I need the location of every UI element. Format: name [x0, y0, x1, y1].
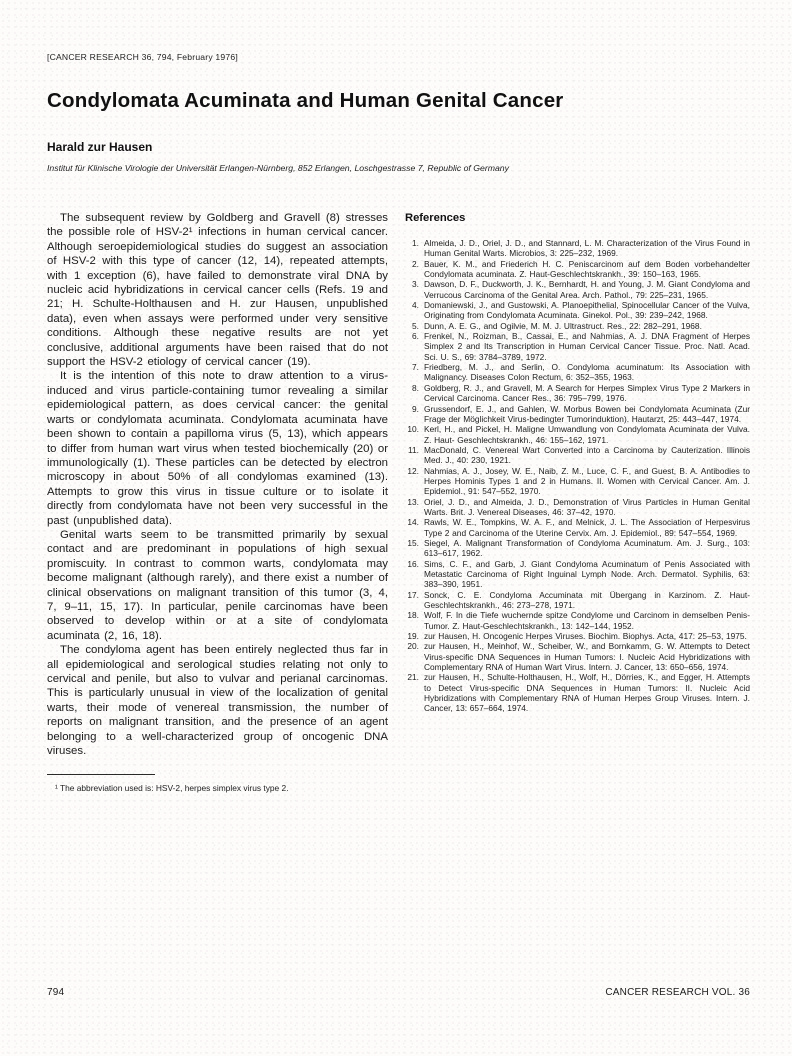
- page-number: 794: [47, 987, 65, 998]
- reference-text: Domaniewski, J., and Gustowski, A. Planoepithelial, Spinocellular Cancer of the Vulva, Originating from Condylomata Acuminata. Ginekol. Pol., 39: 239–242, 1968.: [424, 300, 750, 321]
- reference-number: 8.: [412, 382, 419, 393]
- reference-number: 1.: [412, 238, 419, 248]
- reference-text: zur Hausen, H., Schulte-Holthausen, H., Wolf, H., Dörries, K., and Egger, H. Attempts to Detect Virus-specific DNA Sequences in Human Tumors: II. Nucleic Acid Hybridizations with Complementary RNA of Human Herpes Group Viruses. Intern. J. Cancer, 13: 657–664, 1974.: [424, 672, 750, 714]
- reference-number: 17.: [407, 589, 419, 600]
- body-paragraph: The condyloma agent has been entirely neglected thus far in all epidemiological and serological studies relating not only to cervical and penile, but also to vulvar and perianal carcinomas. This is particularly unusual in view of the localization of genital warts, their mode of venereal transmission, the number of reports on malignant transition, and the presence of an agent belonging to a well-characterized group of oncogenic DNA viruses.: [47, 644, 388, 758]
- reference-item: [405, 259, 750, 280]
- journal-citation: [CANCER RESEARCH 36, 794, February 1976]: [47, 52, 238, 62]
- reference-number: 9.: [412, 403, 419, 414]
- article-title: Condylomata Acuminata and Human Genital Cancer: [47, 89, 564, 112]
- reference-text: Kerl, H., and Pickel, H. Maligne Umwandlung von Condylomata Acuminata der Vulva. Z. Haut- Geschlechtskrankh., 46: 155–162, 1971.: [424, 424, 750, 445]
- author-affiliation: Institut für Klinische Virologie der Universität Erlangen-Nürnberg, 852 Erlangen, Loschgestrasse 7, Republic of Germany: [47, 163, 509, 173]
- reference-item: [405, 559, 750, 590]
- reference-number: 6.: [412, 331, 419, 342]
- references-list: [405, 238, 750, 714]
- footnote-text: ¹ The abbreviation used is: HSV-2, herpes simplex virus type 2.: [55, 783, 289, 794]
- reference-number: 15.: [407, 537, 419, 548]
- reference-number: 21.: [407, 672, 419, 683]
- reference-item: [405, 238, 750, 259]
- reference-number: 4.: [412, 300, 419, 311]
- reference-item: [405, 517, 750, 538]
- reference-number: 12.: [407, 465, 419, 476]
- reference-number: 18.: [407, 610, 419, 621]
- reference-text: Goldberg, R. J., and Gravell, M. A Search for Herpes Simplex Virus Type 2 Markers in Cervical Carcinoma. Cancer Res., 36: 795–799, 1976.: [424, 382, 750, 404]
- reference-item: [405, 466, 750, 497]
- reference-item: [405, 321, 750, 331]
- reference-number: 13.: [407, 496, 419, 507]
- reference-number: 16.: [407, 558, 419, 569]
- reference-item: [405, 631, 750, 641]
- reference-item: [405, 497, 750, 518]
- references-column: [405, 211, 750, 794]
- reference-text: Wolf, F. In die Tiefe wuchernde spitze Condylome und Carcinom in demselben Penis-Tumor. Z. Haut-Geschlechtskrankh., 13: 142–144, 1952.: [424, 610, 750, 631]
- reference-text: Bauer, K. M., and Friederich H. C. Peniscarcinom auf dem Boden vorbehandelter Condylomata acuminata. Z. Haut-Geschlechtskrankh., 39: 150–163, 1965.: [424, 258, 750, 280]
- reference-number: 2.: [412, 258, 419, 269]
- reference-number: 5.: [412, 320, 419, 331]
- reference-text: Friedberg, M. J., and Serlin, O. Condyloma acuminatum: Its Association with Malignancy. Diseases Colon Rectum, 6: 352–355, 1963.: [424, 362, 750, 383]
- reference-text: Dawson, D. F., Duckworth, J. K., Bernhardt, H. and Young, J. M. Giant Condyloma and Verrucous Carcinoma of the Genital Area. Arch. Pathol., 79: 225–231, 1965.: [424, 279, 750, 300]
- body-text-column: [47, 211, 388, 794]
- reference-text: Oriel, J. D., and Almeida, J. D., Demonstration of Virus Particles in Human Genital Warts. Brit. J. Venereal Diseases, 46: 37–42, 1970.: [424, 496, 750, 517]
- reference-item: [405, 383, 750, 404]
- reference-number: 19.: [407, 631, 419, 642]
- reference-item: [405, 404, 750, 425]
- reference-item: [405, 424, 750, 445]
- reference-text: Nahmias, A. J., Josey, W. E., Naib, Z. M., Luce, C. F., and Guest, B. A. Antibodies to Herpes Hominis Types 1 and 2 in Humans. II. Women with Cervical Cancer. Am. J. Epidemiol., 91: 547–552, 1970.: [424, 465, 750, 497]
- reference-item: [405, 445, 750, 466]
- reference-number: 14.: [407, 517, 419, 528]
- reference-item: [405, 538, 750, 559]
- reference-text: Sonck, C. E. Condyloma Accuminata mit Übergang in Karzinom. Z. Haut-Geschlechtskrankh., 46: 273–278, 1971.: [424, 589, 750, 611]
- body-paragraph: It is the intention of this note to draw attention to a virus-induced and virus particle-containing tumor revealing a similar epidemiological pattern, as does cervical cancer: the genital warts or condylomata acuminata. Condylomata acuminata have been shown to contain a papilloma virus (5, 13), which appears to differ from human wart virus when tested biochemically (20) or immunologically (1). These particles can be detected by electron microscopy in about 50% of all condylomas examined (13). Attempts to grow this virus in tissue culture or to isolate it directly from condylomata have not been very successful in the past (unpublished data).: [47, 370, 388, 527]
- reference-text: Grussendorf, E. J., and Gahlen, W. Morbus Bowen bei Condylomata Acuminata (Zur Frage der Möglichkeit Virus-bedingter Tumorinduktion). Hautarzt, 25: 443–447, 1974.: [424, 403, 750, 424]
- reference-number: 11.: [408, 444, 419, 455]
- footnote-rule: [47, 774, 155, 775]
- reference-item: [405, 610, 750, 631]
- reference-item: [405, 641, 750, 672]
- page-footer: [47, 987, 750, 998]
- references-heading: References: [405, 212, 466, 224]
- two-column-layout: [47, 211, 750, 794]
- reference-item: [405, 279, 750, 300]
- reference-text: Siegel, A. Malignant Transformation of Condyloma Acuminatum. Am. J. Surg., 103: 613–617, 1962.: [424, 537, 750, 559]
- body-paragraphs: [47, 211, 388, 758]
- reference-text: Sims, C. F., and Garb, J. Giant Condyloma Acuminatum of Penis Associated with Metastatic Carcinoma of Right Inguinal Lymph Node. Arch. Dermatol. Syphilis, 63: 383–390, 1951.: [424, 558, 750, 590]
- reference-text: Frenkel, N., Roizman, B., Cassai, E., and Nahmias, A. J. DNA Fragment of Herpes Simplex 2 and Its Transcription in Human Cervical Cancer Tissue. Proc. Natl. Acad. Sci. U. S., 69: 3784–3789, 1972.: [424, 331, 750, 362]
- reference-item: [405, 672, 750, 713]
- reference-item: [405, 590, 750, 611]
- reference-text: zur Hausen, H. Oncogenic Herpes Viruses. Biochim. Biophys. Acta, 417: 25–53, 1975.: [424, 631, 747, 642]
- body-paragraph: The subsequent review by Goldberg and Gravell (8) stresses the possible role of HSV-2¹ infections in human cervical cancer. Although seroepidemiological studies do suggest an association of HSV-2 with this type of cancer (12, 14), repeated attempts, with 1 exception (6), have failed to demonstrate viral DNA by nucleic acid hybridizations in cervical cancer cells (Refs. 19 and 21; H. Schulte-Holthausen and H. zur Hausen, unpublished data), even when assays were performed under very sensitive conditions. Although these negative results are not yet conclusive, additional arguments have been raised that do not support the HSV-2 etiology of cervical cancer (19).: [47, 212, 388, 369]
- reference-text: Almeida, J. D., Oriel, J. D., and Stannard, L. M. Characterization of the Virus Found in Human Genital Warts. Microbios, 3: 225–232, 1969.: [424, 238, 750, 259]
- body-paragraph: Genital warts seem to be transmitted primarily by sexual contact and are predominant in populations of high sexual promiscuity. In contrast to common warts, condylomata may become malignant (although rarely), and there exist a number of clinical observations on malignant transition of this tumor (3, 4, 7, 9–11, 15, 17). In particular, penile carcinomas have been observed to develop within or at a site of condylomata acuminata (2, 16, 18).: [47, 528, 388, 642]
- journal-volume-label: CANCER RESEARCH VOL. 36: [605, 987, 750, 998]
- reference-text: Dunn, A. E. G., and Ogilvie, M. M. J. Ultrastruct. Res., 22: 282–291, 1968.: [424, 320, 702, 331]
- reference-number: 7.: [412, 362, 419, 373]
- reference-number: 10.: [407, 424, 419, 435]
- reference-text: MacDonald, C. Venereal Wart Converted into a Carcinoma by Cauterization. Illinois Med. J., 40: 230, 1921.: [424, 444, 750, 466]
- author-name: Harald zur Hausen: [47, 140, 153, 154]
- reference-text: zur Hausen, H., Meinhof, W., Scheiber, W., and Bornkamm, G. W. Attempts to Detect Virus-specific DNA Sequences in Human Tumors: I. Nucleic Acid Hybridizations with Complementary RNA of Human Wart Virus. Intern. J. Cancer, 13: 650–656, 1974.: [424, 641, 750, 673]
- reference-number: 3.: [412, 279, 419, 290]
- reference-number: 20.: [407, 641, 419, 652]
- reference-item: [405, 362, 750, 383]
- reference-item: [405, 300, 750, 321]
- reference-item: [405, 331, 750, 362]
- reference-text: Rawls, W. E., Tompkins, W. A. F., and Melnick, J. L. The Association of Herpesvirus Type 2 and Carcinoma of the Uterine Cervix. Am. J. Epidemiol., 89: 547–554, 1969.: [424, 517, 750, 538]
